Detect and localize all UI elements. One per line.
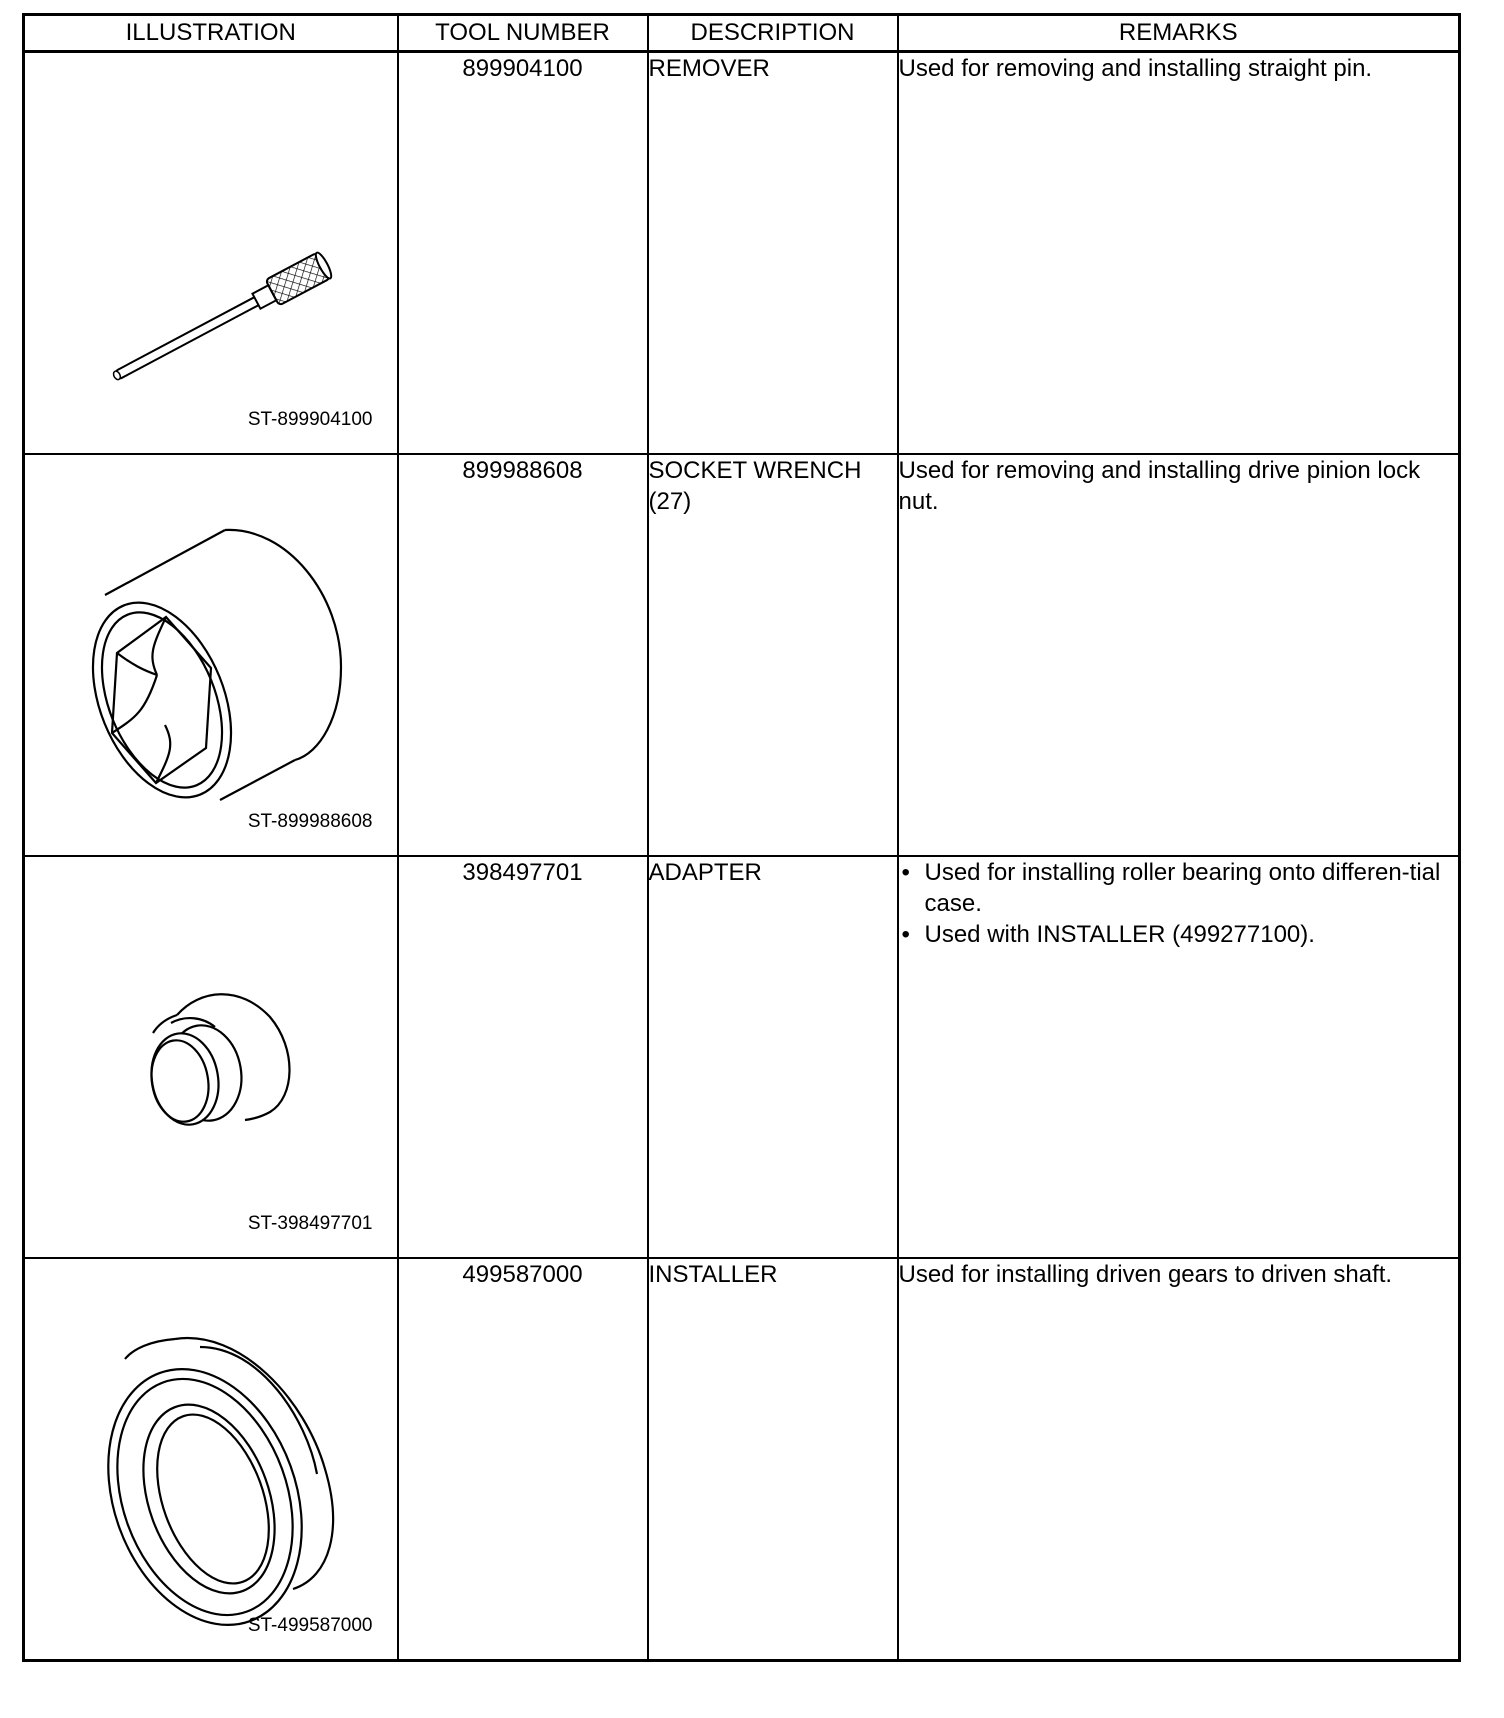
table-row <box>24 454 1460 856</box>
illustration-code: ST-398497701 <box>247 1213 373 1234</box>
illustration-code: ST-899988608 <box>247 811 373 832</box>
header-description: DESCRIPTION <box>648 15 898 52</box>
list-item: • Used with INSTALLER (499277100). <box>899 919 1459 950</box>
tool-remarks: Used for removing and installing straight pin. <box>898 52 1460 455</box>
pin-remover-icon <box>25 53 399 453</box>
header-tool-number: TOOL NUMBER <box>398 15 648 52</box>
tool-description: ADAPTER <box>648 856 898 1258</box>
remarks-bullet-list <box>899 857 1459 950</box>
tool-number: 899904100 <box>398 52 648 455</box>
tool-number: 899988608 <box>398 454 648 856</box>
tool-remarks: Used for removing and installing drive pinion lock nut. <box>898 454 1460 856</box>
adapter-icon <box>25 857 399 1257</box>
table-header-row <box>24 15 1460 52</box>
table-row <box>24 52 1460 455</box>
tool-number: 398497701 <box>398 856 648 1258</box>
header-remarks: REMARKS <box>898 15 1460 52</box>
installer-ring-icon <box>25 1259 399 1659</box>
tool-number: 499587000 <box>398 1258 648 1661</box>
socket-wrench-icon <box>25 455 399 855</box>
tool-description: SOCKET WRENCH (27) <box>648 454 898 856</box>
illustration-cell <box>24 1258 398 1661</box>
tool-remarks: Used for installing driven gears to driven shaft. <box>898 1258 1460 1661</box>
header-illustration: ILLUSTRATION <box>24 15 398 52</box>
illustration-code: ST-899904100 <box>247 409 373 430</box>
illustration-cell <box>24 856 398 1258</box>
table-row <box>24 856 1460 1258</box>
special-tools-table <box>22 13 1461 1662</box>
illustration-cell <box>24 454 398 856</box>
tool-description: REMOVER <box>648 52 898 455</box>
table-row <box>24 1258 1460 1661</box>
illustration-cell <box>24 52 398 455</box>
tool-description: INSTALLER <box>648 1258 898 1661</box>
tool-remarks <box>898 856 1460 1258</box>
list-item: • Used for installing roller bearing onto differen-tial case. <box>899 857 1459 919</box>
illustration-code: ST-499587000 <box>247 1615 373 1636</box>
